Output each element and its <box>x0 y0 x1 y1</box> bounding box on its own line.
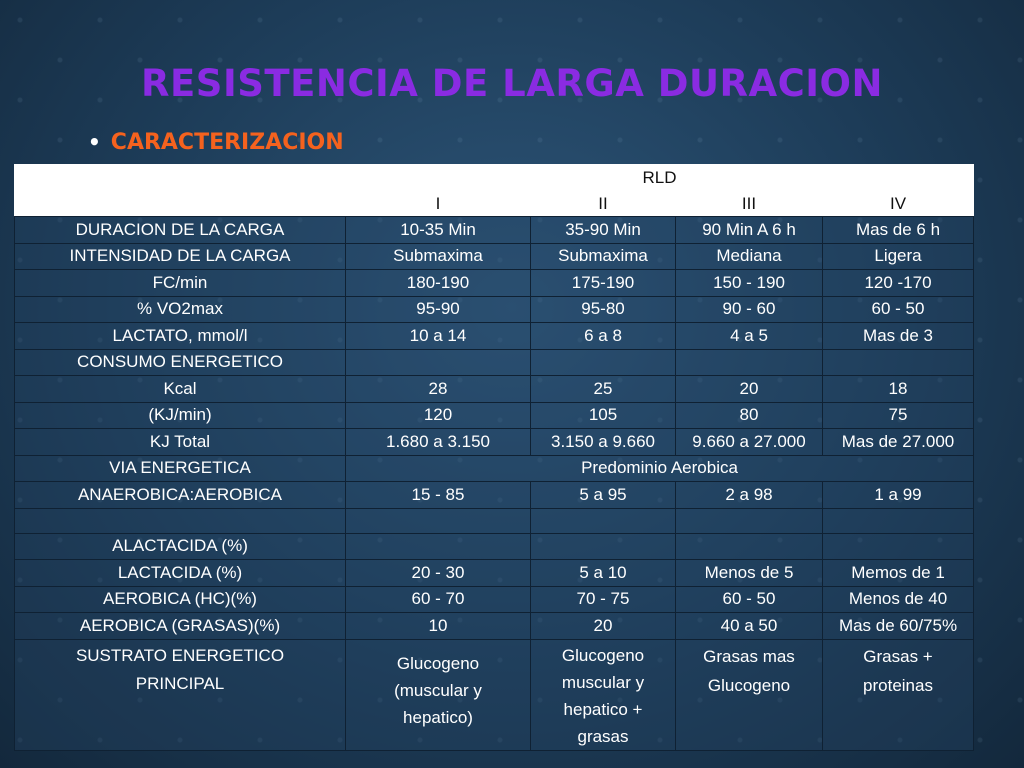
merged-cell: Predominio Aerobica <box>346 455 974 482</box>
table-row <box>15 270 974 297</box>
table-cell <box>676 508 823 533</box>
slide-title: RESISTENCIA DE LARGA DURACION <box>141 62 883 105</box>
table-cell: Mas de 3 <box>823 323 974 350</box>
table-row <box>15 560 974 587</box>
table-cell: 1 a 99 <box>823 482 974 509</box>
row-label: VIA ENERGETICA <box>15 455 346 482</box>
table-row <box>15 533 974 560</box>
table-cell <box>346 508 531 533</box>
row-label: % VO2max <box>15 296 346 323</box>
table-cell <box>531 533 676 560</box>
row-label: FC/min <box>15 270 346 297</box>
row-label: SUSTRATO ENERGETICO PRINCIPAL <box>15 639 346 750</box>
table-row <box>15 508 974 533</box>
header-empty-cell <box>15 165 346 192</box>
table-cell: 5 a 10 <box>531 560 676 587</box>
table-cell <box>676 533 823 560</box>
table-cell: 25 <box>531 376 676 403</box>
row-label: (KJ/min) <box>15 402 346 429</box>
row-label: DURACION DE LA CARGA <box>15 217 346 244</box>
table-row <box>15 429 974 456</box>
table-cell <box>531 349 676 376</box>
table-cell: Ligera <box>823 243 974 270</box>
table-header-row <box>15 165 974 192</box>
table-cell: 15 - 85 <box>346 482 531 509</box>
table-cell: 2 a 98 <box>676 482 823 509</box>
column-header: I <box>346 192 531 217</box>
table-cell: 60 - 50 <box>823 296 974 323</box>
table-cell: 20 <box>676 376 823 403</box>
table-cell: 10 <box>346 613 531 640</box>
table-row <box>15 613 974 640</box>
table-cell: 60 - 50 <box>676 586 823 613</box>
table-cell: 4 a 5 <box>676 323 823 350</box>
row-label: ANAEROBICA:AEROBICA <box>15 482 346 509</box>
table-cell: Menos de 40 <box>823 586 974 613</box>
bullet-item <box>88 130 344 155</box>
table-cell <box>823 349 974 376</box>
table-cell: 10-35 Min <box>346 217 531 244</box>
table-row <box>15 455 974 482</box>
table-cell: 5 a 95 <box>531 482 676 509</box>
table-cell: 35-90 Min <box>531 217 676 244</box>
table-cell: 75 <box>823 402 974 429</box>
row-label: ALACTACIDA (%) <box>15 533 346 560</box>
bullet-dot-icon: • <box>88 130 101 154</box>
table-row <box>15 243 974 270</box>
table-cell: Glucogeno (muscular y hepatico) <box>346 639 531 750</box>
table-cell: 20 - 30 <box>346 560 531 587</box>
table-cell <box>346 349 531 376</box>
table-cell: Submaxima <box>346 243 531 270</box>
table-cell: 175-190 <box>531 270 676 297</box>
table-row <box>15 217 974 244</box>
table-cell: Mas de 6 h <box>823 217 974 244</box>
table-row <box>15 482 974 509</box>
table-cell: Memos de 1 <box>823 560 974 587</box>
column-header: III <box>676 192 823 217</box>
table-cell: Submaxima <box>531 243 676 270</box>
table-row <box>15 376 974 403</box>
table-cell: 95-90 <box>346 296 531 323</box>
table-row <box>15 639 974 750</box>
row-label: INTENSIDAD DE LA CARGA <box>15 243 346 270</box>
row-label: KJ Total <box>15 429 346 456</box>
table-cell: 18 <box>823 376 974 403</box>
rld-table <box>14 164 974 751</box>
table-cell: 80 <box>676 402 823 429</box>
table-cell: 90 - 60 <box>676 296 823 323</box>
table-cell <box>823 533 974 560</box>
table-cell <box>531 508 676 533</box>
table-cell: Mas de 27.000 <box>823 429 974 456</box>
bullet-text: CARACTERIZACION <box>110 130 344 155</box>
table-cell: 40 a 50 <box>676 613 823 640</box>
table-cell: 70 - 75 <box>531 586 676 613</box>
table-cell: Glucogeno muscular y hepatico + grasas <box>531 639 676 750</box>
column-header: II <box>531 192 676 217</box>
row-label: AEROBICA (HC)(%) <box>15 586 346 613</box>
table-cell <box>346 533 531 560</box>
table-cell: 120 <box>346 402 531 429</box>
table-cell: 20 <box>531 613 676 640</box>
table-cell: 3.150 a 9.660 <box>531 429 676 456</box>
column-header: IV <box>823 192 974 217</box>
table-cell: Mediana <box>676 243 823 270</box>
table-cell <box>823 508 974 533</box>
table-row <box>15 296 974 323</box>
table-cell: 9.660 a 27.000 <box>676 429 823 456</box>
header-rld: RLD <box>346 165 974 192</box>
table-row <box>15 323 974 350</box>
table-cell: 6 a 8 <box>531 323 676 350</box>
row-label: LACTACIDA (%) <box>15 560 346 587</box>
table-row <box>15 586 974 613</box>
table-cell: 180-190 <box>346 270 531 297</box>
row-label: Kcal <box>15 376 346 403</box>
row-label: LACTATO, mmol/l <box>15 323 346 350</box>
table-cell: 10 a 14 <box>346 323 531 350</box>
table-cell: 28 <box>346 376 531 403</box>
table-cell: Grasas mas Glucogeno <box>676 639 823 750</box>
table-cell: 120 -170 <box>823 270 974 297</box>
table-cell: Grasas + proteinas <box>823 639 974 750</box>
table-row <box>15 402 974 429</box>
table-cell <box>676 349 823 376</box>
table-header-row <box>15 192 974 217</box>
row-label: AEROBICA (GRASAS)(%) <box>15 613 346 640</box>
table-cell: 95-80 <box>531 296 676 323</box>
table-cell: 105 <box>531 402 676 429</box>
table-row <box>15 349 974 376</box>
row-label <box>15 508 346 533</box>
header-empty-cell <box>15 192 346 217</box>
table-cell: Menos de 5 <box>676 560 823 587</box>
table-cell: 90 Min A 6 h <box>676 217 823 244</box>
table-cell: 60 - 70 <box>346 586 531 613</box>
table-cell: 1.680 a 3.150 <box>346 429 531 456</box>
table-cell: Mas de 60/75% <box>823 613 974 640</box>
row-label: CONSUMO ENERGETICO <box>15 349 346 376</box>
table-cell: 150 - 190 <box>676 270 823 297</box>
